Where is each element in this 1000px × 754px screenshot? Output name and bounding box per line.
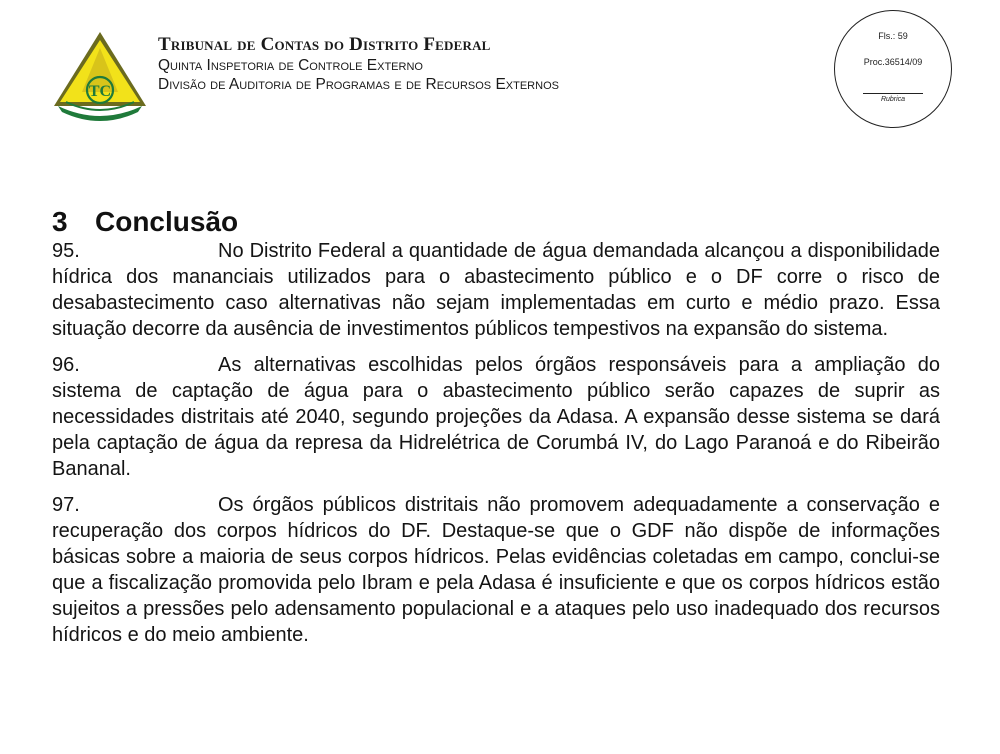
section-heading <box>52 206 940 238</box>
paragraph-text: No Distrito Federal a quantidade de água demandada alcançou a disponibilidade hídrica dos mananciais utilizados para o abastecimento público e o DF corre o risco de desabastecimento caso alternativas não sejam implementadas em curto e médio prazo. Essa situação decorre da ausência de investimentos públicos tempestivos na expansão do sistema. <box>52 240 940 340</box>
paragraph-number: 97. <box>52 494 80 516</box>
paragraph-96 <box>52 352 940 482</box>
paragraph-97 <box>52 492 940 648</box>
paragraph-text: Os órgãos públicos distritais não promovem adequadamente a conservação e recuperação dos corpos hídricos do DF. Destaque-se que o GDF não dispõe de informações básicas sobre a maioria de seus corpos hídricos. Pelas evidências coletadas em campo, conclui-se que a fiscalização promovida pelo Ibram e pela Adasa é insuficiente e que os corpos hídricos estão sujeitos a pressões pelo adensamento populacional e a ataques pelo uso inadequado dos recursos hídricos e do meio ambiente. <box>52 494 940 646</box>
document-body <box>52 206 940 648</box>
folio-stamp <box>834 10 952 128</box>
stamp-rubrica-label: Rubrica <box>880 96 906 103</box>
stamp-signature-line <box>863 93 923 94</box>
organization-title: Tribunal de Contas do Distrito Federal <box>158 34 491 55</box>
paragraph-number: 96. <box>52 354 80 376</box>
organization-subtitle-2: Divisão de Auditoria de Programas e de Recursos Externos <box>158 75 559 93</box>
paragraph-number: 95. <box>52 240 80 262</box>
organization-block <box>158 34 559 93</box>
paragraph-text: As alternativas escolhidas pelos órgãos responsáveis para a ampliação do sistema de captação de água para o abastecimento público serão capazes de suprir as necessidades distritais até 2040, segundo projeções da Adasa. A expansão desse sistema se dará pela captação de água da represa da Hidrelétrica de Corumbá IV, do Lago Paranoá e do Ribeirão Bananal. <box>52 354 940 480</box>
document-header <box>0 0 1000 140</box>
organization-subtitle-1: Quinta Inspetoria de Controle Externo <box>158 56 423 74</box>
tcdf-logo-icon <box>52 30 148 122</box>
paragraph-95 <box>52 238 940 342</box>
section-number: 3 <box>52 206 68 237</box>
stamp-process-number: Proc.36514/09 <box>863 57 923 67</box>
stamp-folio: Fls.: 59 <box>878 31 908 41</box>
section-title: Conclusão <box>95 206 239 237</box>
logo-monogram: TC <box>88 83 112 100</box>
